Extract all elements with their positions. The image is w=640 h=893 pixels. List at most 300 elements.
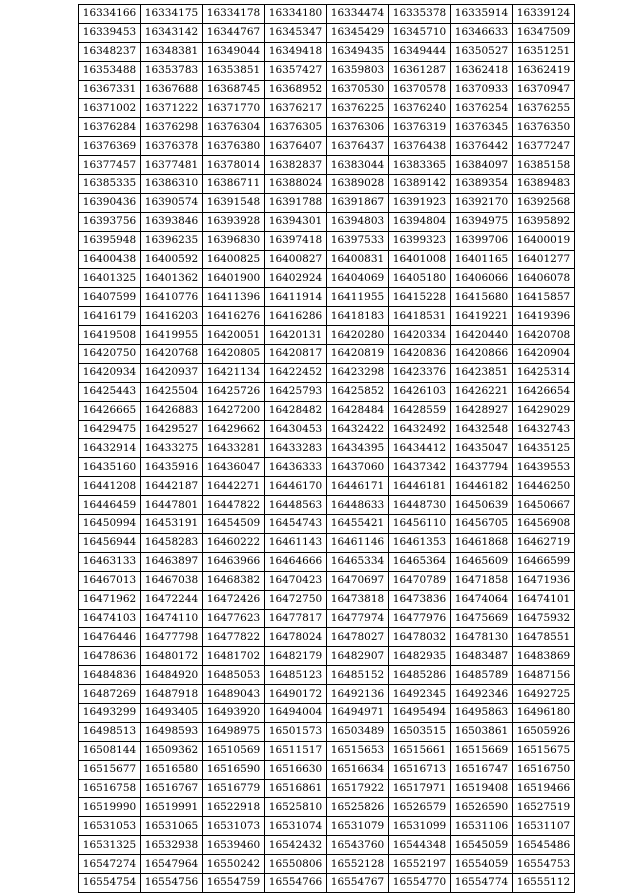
table-cell: 16432548 <box>451 420 513 439</box>
table-cell: 16456705 <box>451 515 513 534</box>
table-cell: 16407599 <box>79 288 141 307</box>
table-cell: 16376369 <box>79 137 141 156</box>
table-cell: 16472426 <box>203 590 265 609</box>
table-cell: 16448633 <box>327 496 389 515</box>
table-cell: 16477822 <box>203 628 265 647</box>
table-cell: 16544348 <box>389 836 451 855</box>
table-cell: 16401900 <box>203 269 265 288</box>
table-cell: 16477974 <box>327 609 389 628</box>
table-cell: 16370933 <box>451 80 513 99</box>
table-cell: 16446170 <box>265 477 327 496</box>
table-cell: 16410776 <box>141 288 203 307</box>
table-cell: 16477976 <box>389 609 451 628</box>
table-row <box>79 647 575 666</box>
table-row <box>79 5 575 24</box>
table-row <box>79 80 575 99</box>
table-cell: 16525826 <box>327 798 389 817</box>
table-cell: 16404069 <box>327 269 389 288</box>
table-cell: 16420768 <box>141 345 203 364</box>
table-cell: 16519466 <box>513 779 575 798</box>
table-cell: 16420051 <box>203 326 265 345</box>
table-cell: 16547964 <box>141 855 203 874</box>
table-cell: 16554770 <box>389 873 451 892</box>
table-cell: 16420836 <box>389 345 451 364</box>
table-cell: 16415680 <box>451 288 513 307</box>
table-cell: 16503861 <box>451 722 513 741</box>
table-cell: 16376217 <box>265 99 327 118</box>
table-cell: 16415228 <box>389 288 451 307</box>
table-cell: 16552197 <box>389 855 451 874</box>
table-cell: 16522918 <box>203 798 265 817</box>
table-cell: 16435047 <box>451 439 513 458</box>
table-cell: 16370947 <box>513 80 575 99</box>
table-cell: 16389028 <box>327 175 389 194</box>
table-cell: 16428484 <box>327 401 389 420</box>
table-row <box>79 401 575 420</box>
table-cell: 16376319 <box>389 118 451 137</box>
table-cell: 16554774 <box>451 873 513 892</box>
table-cell: 16435160 <box>79 458 141 477</box>
table-cell: 16346633 <box>451 23 513 42</box>
table-cell: 16462719 <box>513 533 575 552</box>
table-cell: 16456944 <box>79 533 141 552</box>
table-cell: 16345347 <box>265 23 327 42</box>
table-cell: 16485789 <box>451 666 513 685</box>
table-cell: 16458283 <box>141 533 203 552</box>
table-cell: 16367331 <box>79 80 141 99</box>
table-cell: 16400827 <box>265 250 327 269</box>
table-row <box>79 307 575 326</box>
table-cell: 16334166 <box>79 5 141 24</box>
table-cell: 16471858 <box>451 571 513 590</box>
table-cell: 16420904 <box>513 345 575 364</box>
table-row <box>79 345 575 364</box>
table-cell: 16376437 <box>327 137 389 156</box>
table-cell: 16447822 <box>203 496 265 515</box>
table-cell: 16531079 <box>327 817 389 836</box>
table-cell: 16490172 <box>265 685 327 704</box>
table-cell: 16478032 <box>389 628 451 647</box>
table-cell: 16477798 <box>141 628 203 647</box>
table-cell: 16349444 <box>389 42 451 61</box>
table-row <box>79 439 575 458</box>
table-cell: 16545059 <box>451 836 513 855</box>
table-cell: 16391867 <box>327 193 389 212</box>
table-cell: 16428927 <box>451 401 513 420</box>
table-row <box>79 156 575 175</box>
table-cell: 16474064 <box>451 590 513 609</box>
table-cell: 16516779 <box>203 779 265 798</box>
table-cell: 16389483 <box>513 175 575 194</box>
table-cell: 16516634 <box>327 760 389 779</box>
table-cell: 16376284 <box>79 118 141 137</box>
table-cell: 16420866 <box>451 345 513 364</box>
table-cell: 16466599 <box>513 552 575 571</box>
table-cell: 16547274 <box>79 855 141 874</box>
table-row <box>79 23 575 42</box>
table-cell: 16400831 <box>327 250 389 269</box>
table-cell: 16539460 <box>203 836 265 855</box>
table-cell: 16435125 <box>513 439 575 458</box>
table-cell: 16446182 <box>451 477 513 496</box>
table-cell: 16405180 <box>389 269 451 288</box>
table-cell: 16481702 <box>203 647 265 666</box>
table-cell: 16437060 <box>327 458 389 477</box>
table-cell: 16367688 <box>141 80 203 99</box>
table-cell: 16394301 <box>265 212 327 231</box>
table-row <box>79 212 575 231</box>
table-cell: 16377481 <box>141 156 203 175</box>
table-cell: 16433283 <box>265 439 327 458</box>
table-cell: 16427200 <box>203 401 265 420</box>
table-cell: 16425504 <box>141 382 203 401</box>
table-cell: 16485286 <box>389 666 451 685</box>
table-cell: 16339124 <box>513 5 575 24</box>
table-cell: 16371002 <box>79 99 141 118</box>
table-cell: 16394975 <box>451 212 513 231</box>
table-cell: 16420937 <box>141 363 203 382</box>
table-row <box>79 817 575 836</box>
table-cell: 16392568 <box>513 193 575 212</box>
table-cell: 16385335 <box>79 175 141 194</box>
table-cell: 16383365 <box>389 156 451 175</box>
table-cell: 16478551 <box>513 628 575 647</box>
table-cell: 16470423 <box>265 571 327 590</box>
table-cell: 16428482 <box>265 401 327 420</box>
table-cell: 16362419 <box>513 61 575 80</box>
table-cell: 16552128 <box>327 855 389 874</box>
table-cell: 16420708 <box>513 326 575 345</box>
table-row <box>79 609 575 628</box>
table-cell: 16519990 <box>79 798 141 817</box>
table-cell: 16473836 <box>389 590 451 609</box>
table-cell: 16545486 <box>513 836 575 855</box>
table-cell: 16383044 <box>327 156 389 175</box>
table-cell: 16550242 <box>203 855 265 874</box>
table-cell: 16370530 <box>327 80 389 99</box>
table-cell: 16476446 <box>79 628 141 647</box>
table-cell: 16335914 <box>451 5 513 24</box>
table-cell: 16554754 <box>79 873 141 892</box>
table-cell: 16434395 <box>327 439 389 458</box>
table-cell: 16498975 <box>203 722 265 741</box>
table-cell: 16416203 <box>141 307 203 326</box>
table-row <box>79 666 575 685</box>
table-cell: 16370578 <box>389 80 451 99</box>
table-cell: 16429029 <box>513 401 575 420</box>
table-cell: 16400592 <box>141 250 203 269</box>
table-cell: 16395892 <box>513 212 575 231</box>
table-cell: 16376298 <box>141 118 203 137</box>
table-cell: 16428559 <box>389 401 451 420</box>
table-cell: 16334178 <box>203 5 265 24</box>
table-cell: 16483869 <box>513 647 575 666</box>
table-row <box>79 741 575 760</box>
table-cell: 16423376 <box>389 363 451 382</box>
table-cell: 16436047 <box>203 458 265 477</box>
table-cell: 16463133 <box>79 552 141 571</box>
table-cell: 16416276 <box>203 307 265 326</box>
table-cell: 16509362 <box>141 741 203 760</box>
table-cell: 16420934 <box>79 363 141 382</box>
table-cell: 16416286 <box>265 307 327 326</box>
table-cell: 16386711 <box>203 175 265 194</box>
table-cell: 16516767 <box>141 779 203 798</box>
table-cell: 16433281 <box>203 439 265 458</box>
table-cell: 16384097 <box>451 156 513 175</box>
table-cell: 16467013 <box>79 571 141 590</box>
table-cell: 16376240 <box>389 99 451 118</box>
table-cell: 16498593 <box>141 722 203 741</box>
table-cell: 16505926 <box>513 722 575 741</box>
table-cell: 16442187 <box>141 477 203 496</box>
table-cell: 16519408 <box>451 779 513 798</box>
table-cell: 16446171 <box>327 477 389 496</box>
table-cell: 16425793 <box>265 382 327 401</box>
table-cell: 16334175 <box>141 5 203 24</box>
table-cell: 16419396 <box>513 307 575 326</box>
table-cell: 16426221 <box>451 382 513 401</box>
table-cell: 16471936 <box>513 571 575 590</box>
table-cell: 16401008 <box>389 250 451 269</box>
table-cell: 16376407 <box>265 137 327 156</box>
table-cell: 16517922 <box>327 779 389 798</box>
table-cell: 16435916 <box>141 458 203 477</box>
table-cell: 16411914 <box>265 288 327 307</box>
table-cell: 16395948 <box>79 231 141 250</box>
table-cell: 16344767 <box>203 23 265 42</box>
table-row <box>79 382 575 401</box>
table-cell: 16511517 <box>265 741 327 760</box>
table-cell: 16426665 <box>79 401 141 420</box>
table-cell: 16436333 <box>265 458 327 477</box>
table-cell: 16516590 <box>203 760 265 779</box>
table-cell: 16351251 <box>513 42 575 61</box>
table-cell: 16419955 <box>141 326 203 345</box>
table-cell: 16531107 <box>513 817 575 836</box>
table-cell: 16432743 <box>513 420 575 439</box>
table-cell: 16376304 <box>203 118 265 137</box>
table-cell: 16475932 <box>513 609 575 628</box>
table-cell: 16441208 <box>79 477 141 496</box>
table-row <box>79 477 575 496</box>
table-cell: 16377457 <box>79 156 141 175</box>
table-row <box>79 193 575 212</box>
table-cell: 16425443 <box>79 382 141 401</box>
table-cell: 16508144 <box>79 741 141 760</box>
table-cell: 16429527 <box>141 420 203 439</box>
table-cell: 16531325 <box>79 836 141 855</box>
table-cell: 16420750 <box>79 345 141 364</box>
number-table <box>78 4 575 893</box>
table-cell: 16501573 <box>265 722 327 741</box>
table-cell: 16554766 <box>265 873 327 892</box>
table-cell: 16339453 <box>79 23 141 42</box>
table-cell: 16378014 <box>203 156 265 175</box>
table-cell: 16406066 <box>451 269 513 288</box>
table-cell: 16463966 <box>203 552 265 571</box>
table-cell: 16503515 <box>389 722 451 741</box>
table-cell: 16516630 <box>265 760 327 779</box>
table-cell: 16334180 <box>265 5 327 24</box>
table-cell: 16350527 <box>451 42 513 61</box>
table-cell: 16419221 <box>451 307 513 326</box>
table-cell: 16485152 <box>327 666 389 685</box>
table-cell: 16532938 <box>141 836 203 855</box>
table-cell: 16406078 <box>513 269 575 288</box>
table-cell: 16397533 <box>327 231 389 250</box>
table-cell: 16418531 <box>389 307 451 326</box>
table-cell: 16432422 <box>327 420 389 439</box>
table-row <box>79 685 575 704</box>
table-cell: 16515661 <box>389 741 451 760</box>
table-cell: 16454509 <box>203 515 265 534</box>
table-cell: 16526579 <box>389 798 451 817</box>
table-cell: 16433275 <box>141 439 203 458</box>
table-cell: 16425852 <box>327 382 389 401</box>
table-row <box>79 873 575 892</box>
table-cell: 16388024 <box>265 175 327 194</box>
table-cell: 16554759 <box>203 873 265 892</box>
table-cell: 16353488 <box>79 61 141 80</box>
table-cell: 16465364 <box>389 552 451 571</box>
table-cell: 16531074 <box>265 817 327 836</box>
table-cell: 16531065 <box>141 817 203 836</box>
table-cell: 16478636 <box>79 647 141 666</box>
table-cell: 16454743 <box>265 515 327 534</box>
table-cell: 16472244 <box>141 590 203 609</box>
table-cell: 16345710 <box>389 23 451 42</box>
table-row <box>79 326 575 345</box>
table-cell: 16448730 <box>389 496 451 515</box>
table-cell: 16477817 <box>265 609 327 628</box>
table-cell: 16392170 <box>451 193 513 212</box>
table-row <box>79 61 575 80</box>
table-cell: 16487269 <box>79 685 141 704</box>
table-cell: 16442271 <box>203 477 265 496</box>
table-cell: 16516750 <box>513 760 575 779</box>
table-cell: 16411396 <box>203 288 265 307</box>
table-cell: 16515653 <box>327 741 389 760</box>
table-cell: 16391923 <box>389 193 451 212</box>
table-cell: 16531099 <box>389 817 451 836</box>
table-row <box>79 99 575 118</box>
table-cell: 16495863 <box>451 703 513 722</box>
table-cell: 16390574 <box>141 193 203 212</box>
table-cell: 16393846 <box>141 212 203 231</box>
table-cell: 16447801 <box>141 496 203 515</box>
table-row <box>79 231 575 250</box>
table-row <box>79 798 575 817</box>
table-row <box>79 250 575 269</box>
table-cell: 16400019 <box>513 231 575 250</box>
table-cell: 16334474 <box>327 5 389 24</box>
table-cell: 16411955 <box>327 288 389 307</box>
table-cell: 16527519 <box>513 798 575 817</box>
table-cell: 16376378 <box>141 137 203 156</box>
table-cell: 16368952 <box>265 80 327 99</box>
table-cell: 16376438 <box>389 137 451 156</box>
table-cell: 16385158 <box>513 156 575 175</box>
table-cell: 16446250 <box>513 477 575 496</box>
table-cell: 16510569 <box>203 741 265 760</box>
table-cell: 16480172 <box>141 647 203 666</box>
table-cell: 16345429 <box>327 23 389 42</box>
table-cell: 16554767 <box>327 873 389 892</box>
table-cell: 16420819 <box>327 345 389 364</box>
table-row <box>79 175 575 194</box>
table-row <box>79 42 575 61</box>
table-cell: 16494004 <box>265 703 327 722</box>
table-cell: 16397418 <box>265 231 327 250</box>
table-cell: 16420817 <box>265 345 327 364</box>
table-cell: 16555112 <box>513 873 575 892</box>
table-cell: 16495494 <box>389 703 451 722</box>
table-cell: 16399706 <box>451 231 513 250</box>
table-cell: 16348381 <box>141 42 203 61</box>
table-cell: 16420440 <box>451 326 513 345</box>
table-cell: 16531073 <box>203 817 265 836</box>
table-cell: 16426883 <box>141 401 203 420</box>
table-cell: 16422452 <box>265 363 327 382</box>
table-row <box>79 458 575 477</box>
table-row <box>79 855 575 874</box>
table-row <box>79 779 575 798</box>
table-cell: 16448563 <box>265 496 327 515</box>
table-cell: 16423851 <box>451 363 513 382</box>
table-cell: 16415857 <box>513 288 575 307</box>
table-cell: 16493299 <box>79 703 141 722</box>
table-cell: 16461146 <box>327 533 389 552</box>
table-row <box>79 288 575 307</box>
table-cell: 16432914 <box>79 439 141 458</box>
table-cell: 16473818 <box>327 590 389 609</box>
table-cell: 16531053 <box>79 817 141 836</box>
table-cell: 16463897 <box>141 552 203 571</box>
table-cell: 16401165 <box>451 250 513 269</box>
table-cell: 16516758 <box>79 779 141 798</box>
table-row <box>79 363 575 382</box>
table-cell: 16425726 <box>203 382 265 401</box>
table-cell: 16439553 <box>513 458 575 477</box>
table-cell: 16482179 <box>265 647 327 666</box>
table-cell: 16390436 <box>79 193 141 212</box>
table-cell: 16487918 <box>141 685 203 704</box>
table-cell: 16401325 <box>79 269 141 288</box>
table-cell: 16349418 <box>265 42 327 61</box>
table-row <box>79 590 575 609</box>
table-cell: 16420131 <box>265 326 327 345</box>
table-cell: 16498513 <box>79 722 141 741</box>
table-cell: 16399323 <box>389 231 451 250</box>
table-cell: 16450639 <box>451 496 513 515</box>
table-cell: 16420280 <box>327 326 389 345</box>
table-row <box>79 137 575 156</box>
table-cell: 16492136 <box>327 685 389 704</box>
table-cell: 16393756 <box>79 212 141 231</box>
table-cell: 16554059 <box>451 855 513 874</box>
table-cell: 16470697 <box>327 571 389 590</box>
table-cell: 16446181 <box>389 477 451 496</box>
table-row <box>79 552 575 571</box>
table-cell: 16543760 <box>327 836 389 855</box>
table-cell: 16477623 <box>203 609 265 628</box>
table-cell: 16493920 <box>203 703 265 722</box>
table-cell: 16461868 <box>451 533 513 552</box>
table-cell: 16489043 <box>203 685 265 704</box>
table-cell: 16542432 <box>265 836 327 855</box>
table-cell: 16368745 <box>203 80 265 99</box>
